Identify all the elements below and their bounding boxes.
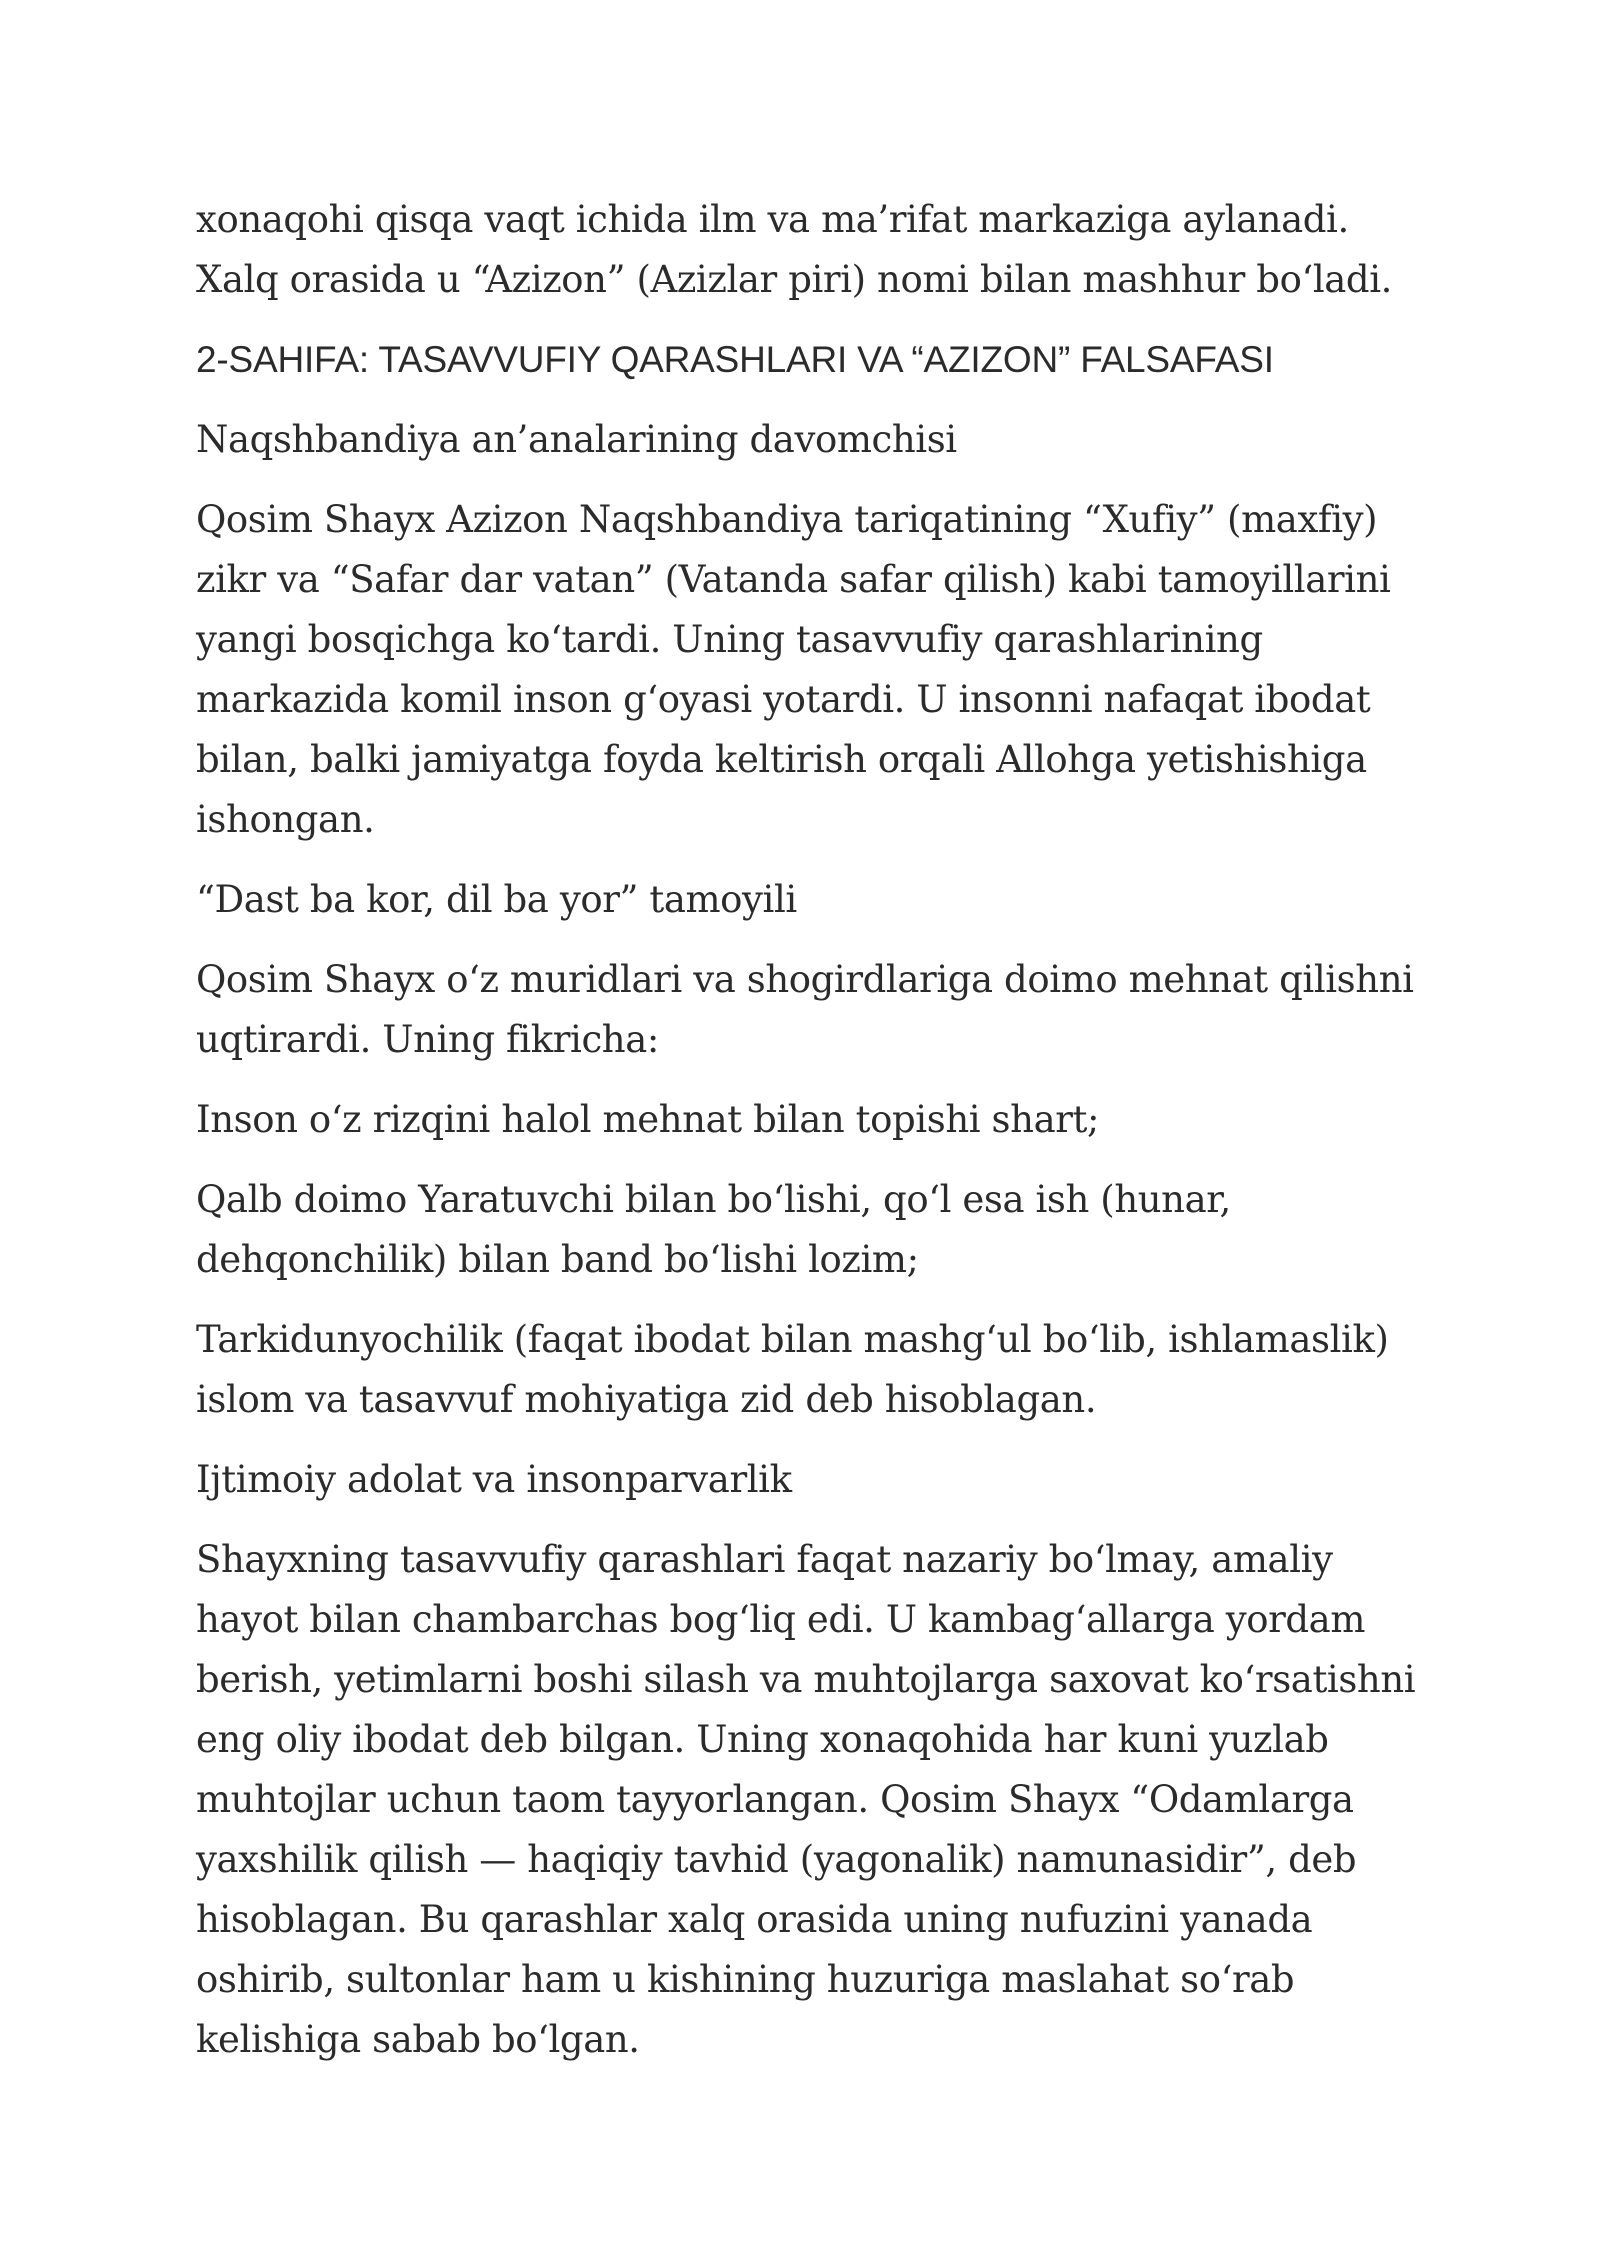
point-halol-mehnat: Inson o‘z rizqini halol mehnat bilan topishi shart; [196,1098,1100,1141]
point-qalb-va-qol: Qalb doimo Yaratuvchi bilan bo‘lishi, qo‘l esa ish (hunar, dehqonchilik) bilan band bo‘lishi lozim; [196,1178,1231,1281]
paragraph-ijtimoiy-adolat: Shayxning tasavvufiy qarashlari faqat nazariy bo‘lmay, amaliy hayot bilan chambarchas bog‘liq edi. U kambag‘allarga yordam berish, yetimlarni boshi silash va muhtojlarga saxovat ko‘rsatishni eng oliy ibodat deb bilgan. Uning xonaqohida har kuni yuzlab muhtojlar uchun taom tayyorlangan. Qosim Shayx “Odamlarga yaxshilik qilish — haqiqiy tavhid (yagonalik) namunasidir”, deb hisoblagan. Bu qarashlar xalq orasida uning nufuzini yanada oshirib, sultonlar ham u kishining huzuriga maslahat so‘rab kelishiga sabab bo‘lgan. [196,1538,1416,2061]
paragraph-naqshbandiya: Qosim Shayx Azizon Naqshbandiya tariqatining “Xufiy” (maxfiy) zikr va “Safar dar vatan” (Vatanda safar qilish) kabi tamoyillarini yangi bosqichga ko‘tardi. Uning tasavvufiy qarashlarining markazida komil inson g‘oyasi yotardi. U insonni nafaqat ibodat bilan, balki jamiyatga foyda keltirish orqali Allohga yetishishiga ishongan. [196,498,1391,841]
point-tarkidunyochilik: Tarkidunyochilik (faqat ibodat bilan mashg‘ul bo‘lib, ishlamaslik) islom va tasavvuf mohiyatiga zid deb hisoblagan. [196,1318,1389,1421]
subheading-dast-ba-kor: “Dast ba kor, dil ba yor” tamoyili [196,878,797,921]
paragraph-dast-ba-kor: Qosim Shayx o‘z muridlari va shogirdlariga doimo mehnat qilishni uqtirardi. Uning fikricha: [196,958,1414,1061]
intro-paragraph: xonaqohi qisqa vaqt ichida ilm va ma’rifat markaziga aylanadi. Xalq orasida u “Azizon” (Azizlar piri) nomi bilan mashhur bo‘ladi. [196,198,1392,301]
subheading-ijtimoiy-adolat: Ijtimoiy adolat va insonparvarlik [196,1458,792,1501]
subheading-naqshbandiya: Naqshbandiya an’analarining davomchisi [196,418,957,461]
document-page [196,190,1416,2090]
section-title: 2-SAHIFA: TASAVVUFIY QARASHLARI VA “AZIZON” FALSAFASI [196,339,1274,380]
